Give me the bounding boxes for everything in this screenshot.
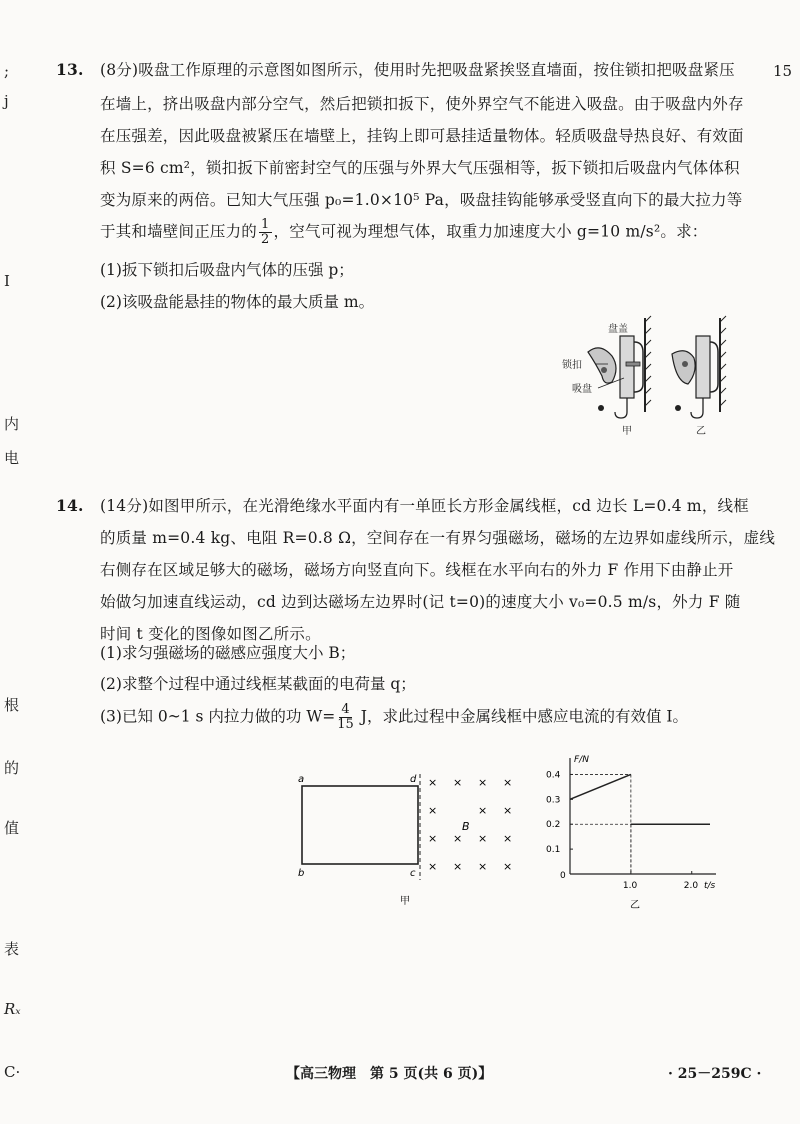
q13-line-3: 在压强差，因此吸盘被紧压在墙壁上，挂钩上即可悬挂适量物体。轻质吸盘导热良好、有效面 [100,127,744,145]
q13-number: 13. [56,60,84,79]
right-margin-number: 15 [773,62,793,80]
q13-item-1: (1)扳下锁扣后吸盘内气体的压强 p； [100,261,354,279]
margin-char: 的 [4,759,20,777]
margin-char: 根 [4,696,20,714]
fraction [337,703,354,732]
metal-loop [302,786,418,864]
q14-line-2: 的质量 m=0.4 kg、电阻 R=0.8 Ω，空间存在一有界匀强磁场，磁场的左边界如虚线所示，虚线 [100,529,776,547]
field-cross: × [428,804,438,817]
q14-item-1: (1)求匀强磁场的磁感应强度大小 B； [100,644,356,662]
caption-b: 乙 [696,426,706,437]
field-cross: × [453,860,463,873]
q14-text: (14分)如图甲所示，在光滑绝缘水平面内有一单匝长方形金属线框，cd 边长 L=0.4 m，线框 [100,497,749,515]
caption-a: 甲 [622,426,632,437]
field-cross: × [428,776,438,789]
q13-line-6 [100,218,707,247]
y-tick-label: 0.1 [546,845,561,856]
suction-cup-figure [560,312,750,440]
q13-line-2: 在墙上，挤出吸盘内部分空气，然后把锁扣扳下，使外界空气不能进入吸盘。由于吸盘内外存 [100,95,744,113]
margin-char: 内 [4,415,20,433]
corner-d: d [410,774,417,785]
y-tick-label: 0.2 [546,820,561,831]
x-tick-label: 2.0 [683,881,699,891]
margin-char: C· [4,1063,21,1081]
suction-cup-diagram-a [562,316,651,437]
q14-line-4: 始做匀加速直线运动，cd 边到达磁场左边界时(记 t=0)的速度大小 v₀=0.5 m/s，外力 F 随 [100,593,741,611]
margin-char: j [4,92,9,110]
frac-den: 15 [337,717,354,732]
q14-item3-post: J，求此过程中金属线框中感应电流的有效值 I。 [355,707,688,726]
field-cross: × [428,832,438,845]
x-axis-label: t/s [704,881,716,891]
frac-num: 1 [261,217,270,232]
footer-right: · 25－259C · [668,1066,762,1082]
frac-den: 2 [261,232,270,247]
y-tick-label: 0.3 [546,795,561,806]
label-lock: 锁扣 [562,360,582,371]
field-cross: × [503,776,513,789]
q14-line-1 [56,496,749,516]
x-tick-label: 1.0 [622,881,638,891]
margin-char: I [4,272,10,290]
field-label: B [462,820,470,833]
field-cross: × [503,832,513,845]
q14-line-3: 右侧存在区域足够大的磁场，磁场方向竖直向下。线框在水平向右的外力 F 作用下由静止开 [100,561,734,579]
q14-number: 14. [56,496,84,515]
q14-line-5: 时间 t 变化的图像如图乙所示。 [100,625,321,643]
q14-item-3 [100,703,688,732]
label-cover: 盘盖 [608,324,628,335]
loop-field-figure [290,768,530,908]
margin-char: ; [4,62,10,80]
y-axis-label: F/N [574,755,589,765]
field-cross: × [478,832,488,845]
field-cross: × [428,860,438,873]
series-line [570,774,631,799]
q13-text: (8分)吸盘工作原理的示意图如图所示，使用时先把吸盘紧挨竖直墙面，按住锁扣把吸盘紧压 [100,61,735,79]
suction-cup-diagram-b [672,316,726,437]
field-cross: × [453,776,463,789]
field-cross: × [503,860,513,873]
field-cross: × [478,804,488,817]
q13-line-4: 积 S=6 cm²，锁扣扳下前密封空气的压强与外界大气压强相等，扳下锁扣后吸盘内气体体积 [100,159,740,177]
y-tick-label: 0.4 [546,770,561,781]
margin-char: 值 [4,819,20,837]
caption-jia: 甲 [400,896,410,907]
field-cross: × [478,776,488,789]
q13-line6-pre: 于其和墙壁间正压力的 [100,222,258,241]
q13-line-1 [56,60,735,80]
frac-num: 4 [341,702,350,717]
q14-item-2: (2)求整个过程中通过线框某截面的电荷量 q； [100,675,416,693]
footer-center: 【高三物理 第 5 页(共 6 页)】 [286,1066,493,1082]
q13-item-2: (2)该吸盘能悬挂的物体的最大质量 m。 [100,293,375,311]
corner-c: c [410,868,416,879]
field-crosses [428,776,512,873]
corner-a: a [298,774,305,785]
margin-char: 电 [4,449,20,467]
caption-yi: 乙 [630,900,640,911]
origin-label: 0 [560,871,566,881]
field-cross: × [453,832,463,845]
q14-item3-pre: (3)已知 0~1 s 内拉力做的功 W= [100,707,336,726]
label-cup: 吸盘 [572,384,592,395]
q13-line6-post: ，空气可视为理想气体，取重力加速度大小 g=10 m/s²。求： [273,222,708,241]
margin-char: Rₓ [4,1000,21,1018]
field-cross: × [503,804,513,817]
corner-b: b [298,868,305,879]
margin-char: 表 [4,940,20,958]
fraction [259,218,271,247]
field-cross: × [478,860,488,873]
q13-line-5: 变为原来的两倍。已知大气压强 p₀=1.0×10⁵ Pa，吸盘挂钩能够承受竖直向下的最大拉力等 [100,191,743,209]
force-time-chart [540,752,730,912]
